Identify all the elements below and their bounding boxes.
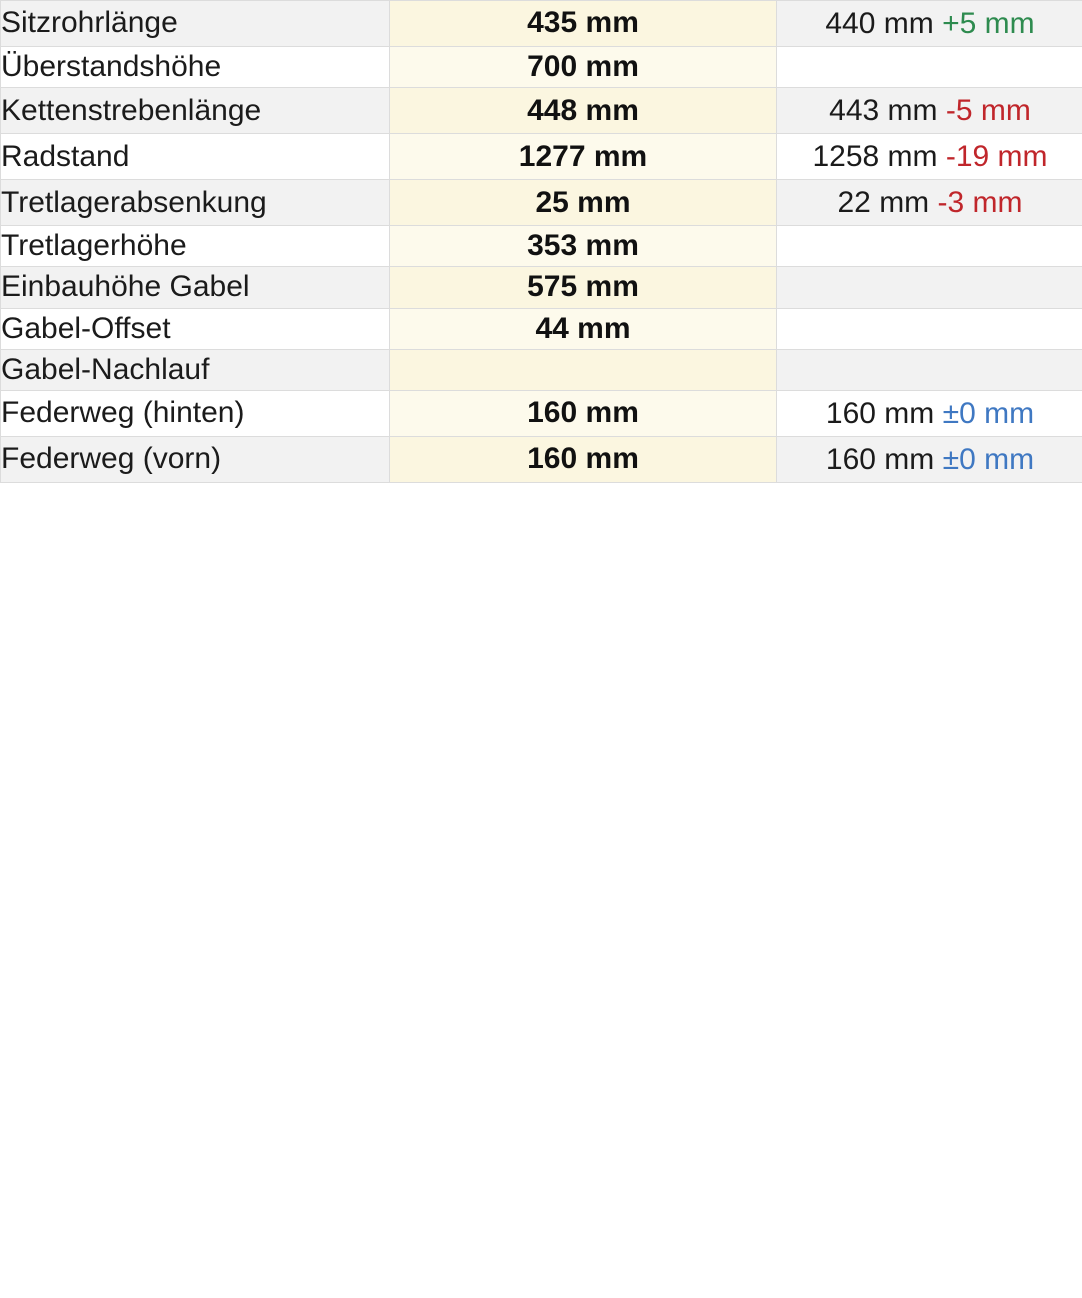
row-label: Kettenstrebenlänge: [1, 88, 390, 134]
comparison-delta: -19 mm: [945, 140, 1048, 174]
comparison-delta: ±0 mm: [942, 396, 1035, 430]
row-label: Gabel-Offset: [1, 308, 390, 349]
row-value: 44 mm: [390, 308, 777, 349]
row-comparison: [777, 1, 1082, 47]
table-row: [1, 349, 1082, 390]
table-row: [1, 88, 1082, 134]
comparison-delta: ±0 mm: [942, 442, 1035, 476]
row-label: Federweg (hinten): [1, 390, 390, 436]
row-label: Sitzrohrlänge: [1, 1, 390, 47]
table-row: [1, 134, 1082, 180]
comparison-delta: -3 mm: [937, 186, 1023, 220]
comparison-value: 160 mm: [825, 442, 935, 476]
comparison-value: 1258 mm: [812, 140, 938, 174]
row-value: [390, 349, 777, 390]
row-comparison: [777, 226, 1082, 267]
row-comparison: [777, 180, 1082, 226]
row-comparison: [777, 308, 1082, 349]
row-comparison: [777, 436, 1082, 482]
row-value: 160 mm: [390, 436, 777, 482]
row-value: 435 mm: [390, 1, 777, 47]
table-row: [1, 47, 1082, 88]
row-value: 160 mm: [390, 390, 777, 436]
row-label: Gabel-Nachlauf: [1, 349, 390, 390]
row-comparison: [777, 47, 1082, 88]
row-comparison: [777, 134, 1082, 180]
table-row: [1, 226, 1082, 267]
table-row: [1, 390, 1082, 436]
comparison-delta: -5 mm: [945, 94, 1031, 128]
comparison-value: 440 mm: [825, 7, 934, 40]
table-body: [1, 1, 1082, 483]
table-row: [1, 267, 1082, 308]
comparison-delta: +5 mm: [942, 7, 1035, 40]
row-comparison: [777, 88, 1082, 134]
row-value: 700 mm: [390, 47, 777, 88]
row-value: 1277 mm: [390, 134, 777, 180]
row-label: Tretlagerhöhe: [1, 226, 390, 267]
comparison-value: 443 mm: [829, 94, 938, 128]
row-label: Federweg (vorn): [1, 436, 390, 482]
row-label: Radstand: [1, 134, 390, 180]
row-comparison: [777, 267, 1082, 308]
row-label: Überstandshöhe: [1, 47, 390, 88]
row-value: 353 mm: [390, 226, 777, 267]
comparison-value: 22 mm: [837, 186, 930, 220]
row-label: Einbauhöhe Gabel: [1, 267, 390, 308]
table-row: [1, 436, 1082, 482]
table-row: [1, 1, 1082, 47]
table-row: [1, 308, 1082, 349]
comparison-value: 160 mm: [825, 396, 935, 430]
geometry-comparison-table: [0, 0, 1082, 483]
row-value: 25 mm: [390, 180, 777, 226]
row-comparison: [777, 390, 1082, 436]
row-comparison: [777, 349, 1082, 390]
row-label: Tretlagerabsenkung: [1, 180, 390, 226]
row-value: 575 mm: [390, 267, 777, 308]
row-value: 448 mm: [390, 88, 777, 134]
table-row: [1, 180, 1082, 226]
